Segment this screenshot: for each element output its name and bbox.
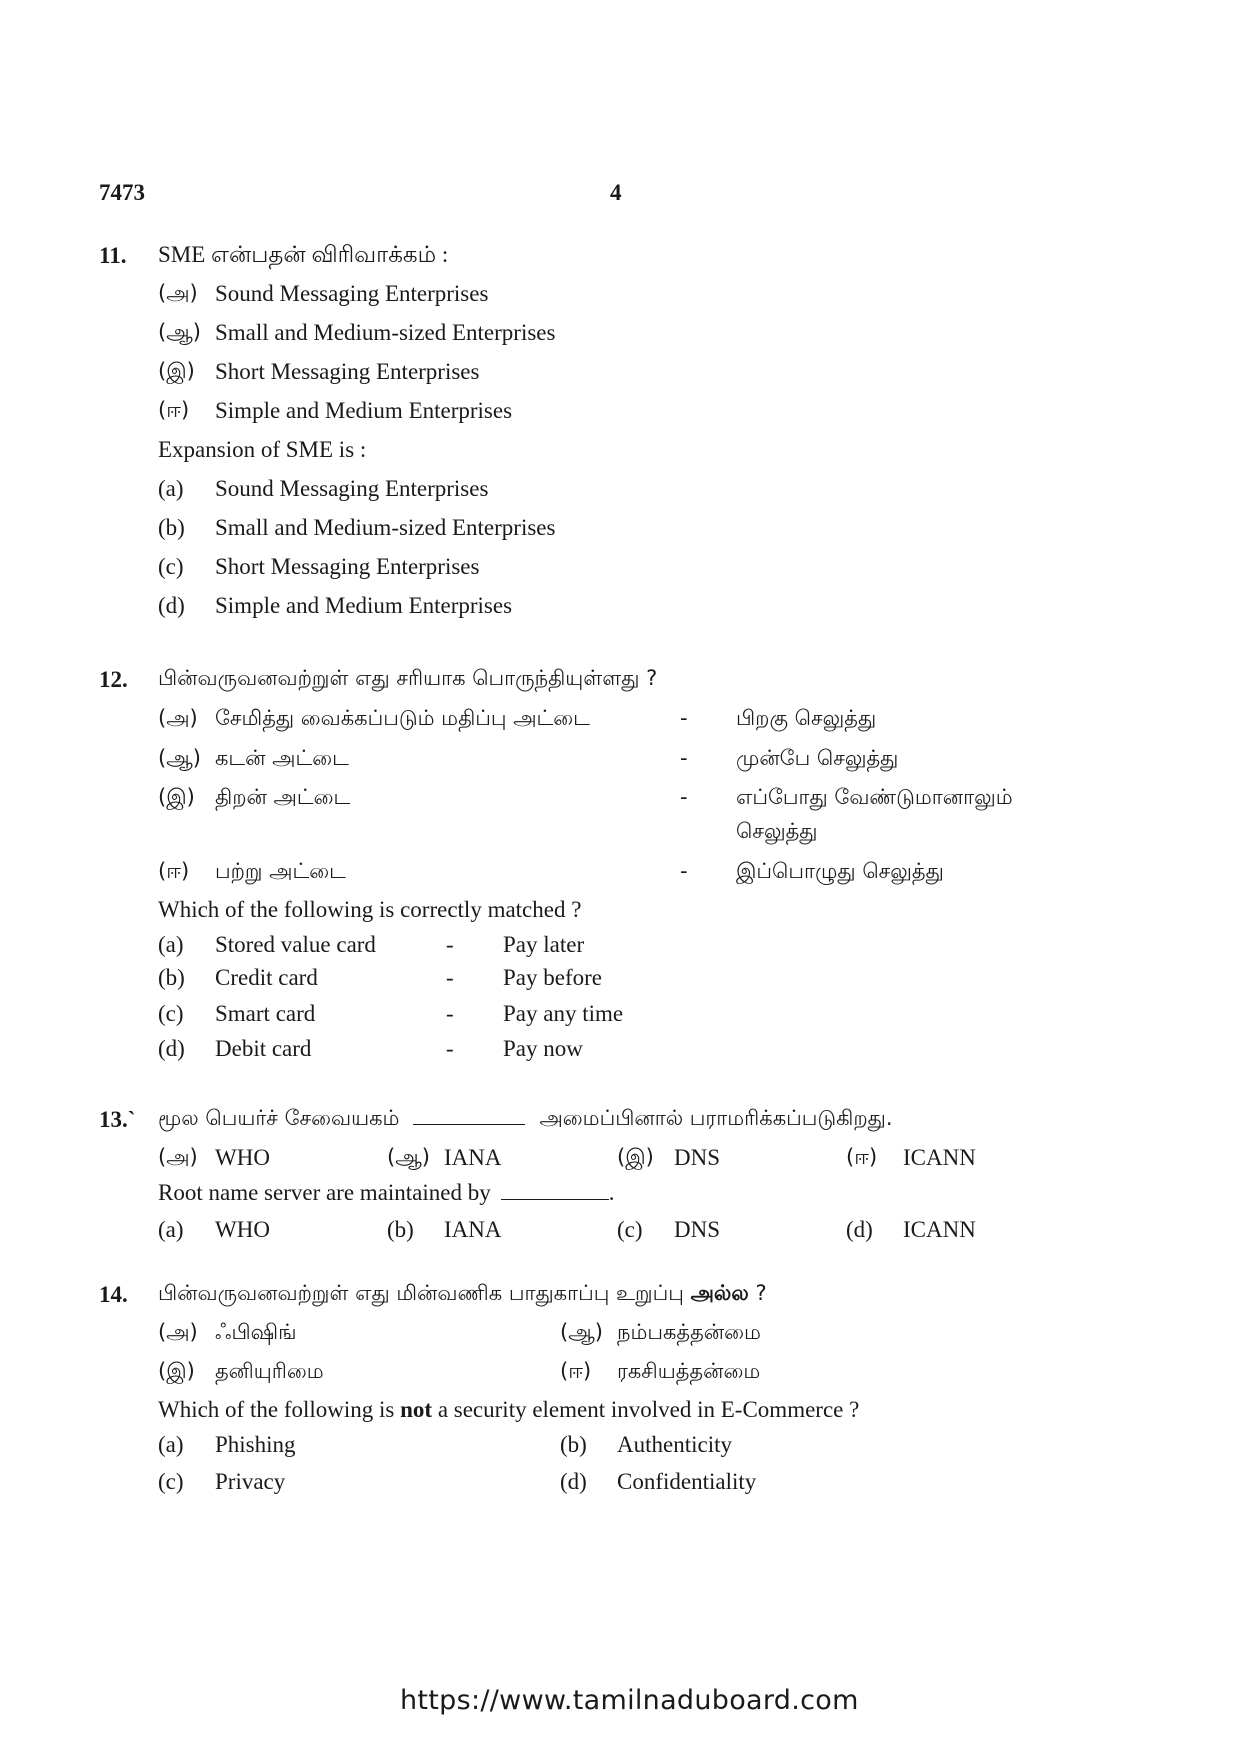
q13-english-blank bbox=[501, 1198, 609, 1200]
q12-en-row-b-dash: - bbox=[446, 965, 454, 990]
page-number: 4 bbox=[610, 180, 622, 205]
q11-tamil-question: SME என்பதன் விரிவாக்கம் : bbox=[158, 242, 449, 267]
q14-ta-opt-c-text: தனியுரிமை bbox=[215, 1359, 324, 1383]
q14-tamil-question-start: பின்வருவனவற்றுள் எது மின்வணிக பாதுகாப்பு உறுப்பு bbox=[158, 1281, 684, 1305]
q11-en-opt-d-marker: (d) bbox=[158, 593, 185, 618]
q13-tamil-question bbox=[158, 1108, 893, 1129]
q13-en-opt-b-marker: (b) bbox=[387, 1217, 414, 1242]
q12-ta-row-c-marker: (இ) bbox=[158, 785, 195, 809]
q12-ta-row-c-dash: - bbox=[680, 785, 688, 809]
paper-code: 7473 bbox=[99, 180, 145, 205]
q11-en-opt-c-text: Short Messaging Enterprises bbox=[215, 554, 480, 579]
q11-en-opt-d-text: Simple and Medium Enterprises bbox=[215, 593, 513, 618]
q13-ta-opt-a-marker: (அ) bbox=[158, 1145, 198, 1169]
q12-en-row-d-marker: (d) bbox=[158, 1036, 185, 1061]
q12-ta-row-a-right: பிறகு செலுத்து bbox=[736, 706, 877, 730]
q12-english-question: Which of the following is correctly matched ? bbox=[158, 897, 582, 922]
q12-en-row-b-right: Pay before bbox=[503, 965, 602, 990]
q13-english-question-end: . bbox=[608, 1180, 615, 1205]
q12-en-row-a-dash: - bbox=[446, 932, 454, 957]
q14-ta-opt-d-text: ரகசியத்தன்மை bbox=[617, 1359, 761, 1383]
q14-en-opt-c-marker: (c) bbox=[158, 1469, 184, 1494]
q12-ta-row-b-left: கடன் அட்டை bbox=[215, 746, 349, 770]
q12-ta-row-b-right: முன்பே செலுத்து bbox=[736, 746, 899, 770]
q14-ta-opt-a-text: ஃபிஷிங் bbox=[215, 1320, 297, 1344]
q14-en-opt-d-text: Confidentiality bbox=[617, 1469, 757, 1494]
q12-en-row-d-left: Debit card bbox=[215, 1036, 312, 1061]
q12-en-row-a-marker: (a) bbox=[158, 932, 184, 957]
q12-en-row-d-right: Pay now bbox=[503, 1036, 583, 1061]
q12-ta-row-c-left: திறன் அட்டை bbox=[215, 785, 351, 809]
q11-ta-opt-c-text: Short Messaging Enterprises bbox=[215, 359, 480, 384]
q11-en-opt-a-text: Sound Messaging Enterprises bbox=[215, 476, 489, 501]
q13-en-opt-c-text: DNS bbox=[674, 1217, 721, 1242]
q12-ta-row-d-dash: - bbox=[680, 859, 688, 883]
q12-ta-row-a-dash: - bbox=[680, 706, 688, 730]
q12-ta-row-b-dash: - bbox=[680, 746, 688, 770]
q11-ta-opt-a-text: Sound Messaging Enterprises bbox=[215, 281, 489, 306]
q11-en-opt-c-marker: (c) bbox=[158, 554, 184, 579]
q11-ta-opt-c-marker: (இ) bbox=[158, 359, 195, 383]
q14-english-question-emphasis: not bbox=[400, 1397, 433, 1422]
q14-en-opt-a-marker: (a) bbox=[158, 1432, 184, 1457]
q12-tamil-question: பின்வருவனவற்றுள் எது சரியாக பொருந்தியுள்ளது ? bbox=[158, 666, 658, 690]
footer-url-link[interactable]: https://www.tamilnaduboard.com bbox=[400, 1685, 859, 1716]
q12-ta-row-d-right: இப்பொழுது செலுத்து bbox=[736, 859, 944, 883]
q11-ta-opt-a-marker: (அ) bbox=[158, 281, 198, 305]
q12-en-row-a-left: Stored value card bbox=[215, 932, 376, 957]
q14-number: 14. bbox=[99, 1282, 128, 1307]
q12-ta-row-c-right-cont: செலுத்து bbox=[736, 819, 818, 843]
q13-ta-opt-b-marker: (ஆ) bbox=[387, 1145, 430, 1169]
q14-tamil-question-emphasis: அல்ல bbox=[690, 1281, 749, 1305]
q13-ta-opt-c-marker: (இ) bbox=[617, 1145, 654, 1169]
q12-en-row-c-dash: - bbox=[446, 1001, 454, 1026]
q12-en-row-c-left: Smart card bbox=[215, 1001, 316, 1026]
q14-tamil-question bbox=[158, 1283, 767, 1304]
q13-ta-opt-d-marker: (ஈ) bbox=[846, 1145, 878, 1169]
q12-en-row-d-dash: - bbox=[446, 1036, 454, 1061]
q14-ta-opt-d-marker: (ஈ) bbox=[560, 1359, 592, 1383]
q14-en-opt-d-marker: (d) bbox=[560, 1469, 587, 1494]
q14-english-question bbox=[158, 1398, 859, 1421]
q13-tamil-question-end: அமைப்பினால் பராமரிக்கப்படுகிறது. bbox=[539, 1106, 893, 1130]
q13-en-opt-d-marker: (d) bbox=[846, 1217, 873, 1242]
q14-en-opt-b-marker: (b) bbox=[560, 1432, 587, 1457]
q14-english-question-start: Which of the following is bbox=[158, 1397, 395, 1422]
q12-en-row-c-right: Pay any time bbox=[503, 1001, 624, 1026]
q14-ta-opt-a-marker: (அ) bbox=[158, 1320, 198, 1344]
q14-en-opt-a-text: Phishing bbox=[215, 1432, 296, 1457]
q13-en-opt-b-text: IANA bbox=[444, 1217, 502, 1242]
q11-en-opt-b-marker: (b) bbox=[158, 515, 185, 540]
q13-english-question bbox=[158, 1181, 615, 1204]
q13-en-opt-d-text: ICANN bbox=[903, 1217, 976, 1242]
q12-en-row-c-marker: (c) bbox=[158, 1001, 184, 1026]
q11-number: 11. bbox=[99, 243, 127, 268]
q12-ta-row-a-left: சேமித்து வைக்கப்படும் மதிப்பு அட்டை bbox=[215, 706, 590, 730]
q11-ta-opt-d-marker: (ஈ) bbox=[158, 398, 190, 422]
q11-ta-opt-d-text: Simple and Medium Enterprises bbox=[215, 398, 513, 423]
q11-en-opt-a-marker: (a) bbox=[158, 476, 184, 501]
q13-en-opt-a-marker: (a) bbox=[158, 1217, 184, 1242]
q14-en-opt-c-text: Privacy bbox=[215, 1469, 286, 1494]
q13-english-question-start: Root name server are maintained by bbox=[158, 1180, 491, 1205]
q12-en-row-b-marker: (b) bbox=[158, 965, 185, 990]
q13-tamil-blank bbox=[413, 1123, 525, 1125]
q13-ta-opt-b-text: IANA bbox=[444, 1145, 502, 1170]
q13-number: 13.` bbox=[99, 1107, 136, 1132]
q12-ta-row-d-marker: (ஈ) bbox=[158, 859, 190, 883]
q12-ta-row-a-marker: (அ) bbox=[158, 706, 198, 730]
q11-english-question: Expansion of SME is : bbox=[158, 437, 367, 462]
q13-ta-opt-c-text: DNS bbox=[674, 1145, 721, 1170]
q13-en-opt-a-text: WHO bbox=[215, 1217, 270, 1242]
q13-ta-opt-d-text: ICANN bbox=[903, 1145, 976, 1170]
q11-en-opt-b-text: Small and Medium-sized Enterprises bbox=[215, 515, 556, 540]
q14-ta-opt-b-marker: (ஆ) bbox=[560, 1320, 603, 1344]
q12-ta-row-c-right: எப்போது வேண்டுமானாலும் bbox=[736, 785, 1013, 809]
q13-tamil-question-start: மூல பெயர்ச் சேவையகம் bbox=[158, 1106, 400, 1130]
q11-ta-opt-b-marker: (ஆ) bbox=[158, 320, 201, 344]
q12-en-row-b-left: Credit card bbox=[215, 965, 318, 990]
q13-en-opt-c-marker: (c) bbox=[617, 1217, 643, 1242]
q12-number: 12. bbox=[99, 667, 128, 692]
q12-ta-row-d-left: பற்று அட்டை bbox=[215, 859, 346, 883]
q12-ta-row-b-marker: (ஆ) bbox=[158, 746, 201, 770]
q13-ta-opt-a-text: WHO bbox=[215, 1145, 270, 1170]
q14-ta-opt-b-text: நம்பகத்தன்மை bbox=[617, 1320, 761, 1344]
q14-tamil-question-end: ? bbox=[755, 1281, 767, 1305]
q14-english-question-end: a security element involved in E-Commerce ? bbox=[437, 1397, 860, 1422]
q12-en-row-a-right: Pay later bbox=[503, 932, 585, 957]
q11-ta-opt-b-text: Small and Medium-sized Enterprises bbox=[215, 320, 556, 345]
q14-en-opt-b-text: Authenticity bbox=[617, 1432, 732, 1457]
q14-ta-opt-c-marker: (இ) bbox=[158, 1359, 195, 1383]
